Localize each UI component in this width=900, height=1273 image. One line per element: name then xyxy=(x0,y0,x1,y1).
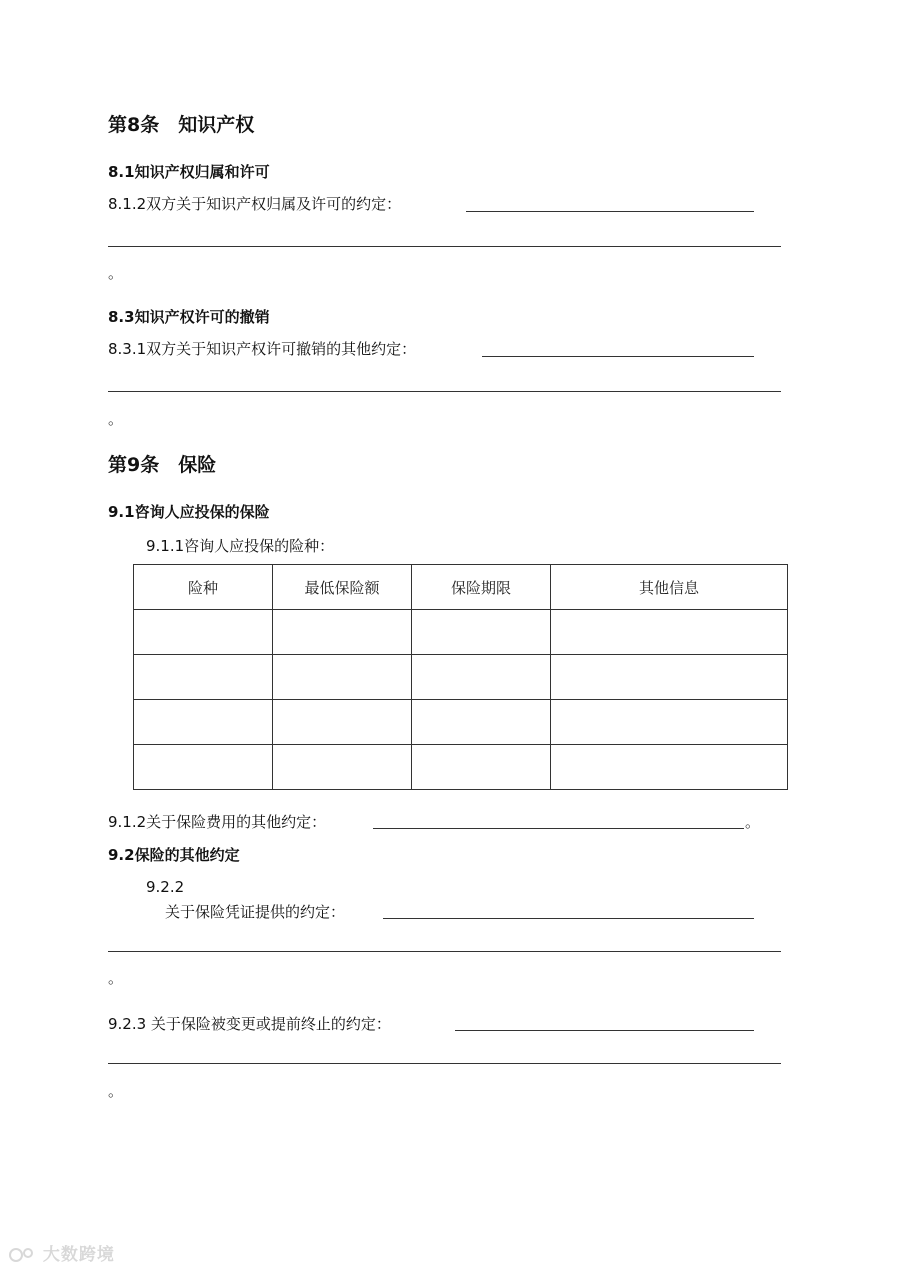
column-header-min-amount: 最低保险额 xyxy=(273,565,412,610)
clause-8-3-1-period: 。 xyxy=(108,410,124,428)
watermark-logo-icon xyxy=(8,1246,36,1264)
clause-9-2-2-period: 。 xyxy=(108,969,124,987)
table-row xyxy=(134,610,788,655)
clause-9-1-2-label: 9.1.2关于保险费用的其他约定： xyxy=(108,813,327,831)
table-cell[interactable] xyxy=(412,700,551,745)
column-header-insurance-type: 险种 xyxy=(134,565,273,610)
clause-9-1-2-blank-line[interactable] xyxy=(373,828,744,829)
clause-9-2-2-blank-line[interactable] xyxy=(383,918,754,919)
watermark xyxy=(8,1240,115,1265)
table-cell[interactable] xyxy=(412,745,551,790)
clause-8-1-2-blank-line[interactable] xyxy=(466,211,754,212)
table-row xyxy=(134,700,788,745)
table-cell[interactable] xyxy=(134,655,273,700)
clause-8-1-2-label: 8.1.2双方关于知识产权归属及许可的约定： xyxy=(108,195,402,213)
table-cell[interactable] xyxy=(551,700,788,745)
table-cell[interactable] xyxy=(551,655,788,700)
table-cell[interactable] xyxy=(273,610,412,655)
section-8-1-heading: 8.1知识产权归属和许可 xyxy=(108,163,270,181)
clause-9-2-2-number: 9.2.2 xyxy=(146,878,185,896)
table-cell[interactable] xyxy=(273,655,412,700)
clause-9-2-3-blank-line-2[interactable] xyxy=(108,1063,781,1064)
table-cell[interactable] xyxy=(551,745,788,790)
table-cell[interactable] xyxy=(551,610,788,655)
section-8-3-heading: 8.3知识产权许可的撤销 xyxy=(108,308,270,326)
table-cell[interactable] xyxy=(412,655,551,700)
clause-8-3-1-blank-line-2[interactable] xyxy=(108,391,781,392)
table-cell[interactable] xyxy=(273,745,412,790)
table-cell[interactable] xyxy=(412,610,551,655)
table-row xyxy=(134,655,788,700)
clause-8-1-2-period: 。 xyxy=(108,264,124,282)
column-header-term: 保险期限 xyxy=(412,565,551,610)
clause-9-1-2-period: 。 xyxy=(745,813,761,831)
table-row xyxy=(134,745,788,790)
clause-9-2-3-period: 。 xyxy=(108,1082,124,1100)
insurance-table-header-row xyxy=(134,565,788,610)
article-8-title: 第8条 知识产权 xyxy=(108,114,255,136)
clause-9-2-2-blank-line-2[interactable] xyxy=(108,951,781,952)
section-9-2-heading: 9.2保险的其他约定 xyxy=(108,846,240,864)
insurance-table xyxy=(133,564,788,790)
clause-9-2-3-blank-line[interactable] xyxy=(455,1030,754,1031)
table-cell[interactable] xyxy=(134,700,273,745)
table-cell[interactable] xyxy=(134,745,273,790)
clause-9-2-3-label: 9.2.3 关于保险被变更或提前终止的约定： xyxy=(108,1015,391,1033)
table-cell[interactable] xyxy=(273,700,412,745)
clause-8-3-1-blank-line[interactable] xyxy=(482,356,754,357)
column-header-other-info: 其他信息 xyxy=(551,565,788,610)
clause-8-3-1-label: 8.3.1双方关于知识产权许可撤销的其他约定： xyxy=(108,340,417,358)
article-9-title: 第9条 保险 xyxy=(108,454,217,476)
clause-9-1-1-label: 9.1.1咨询人应投保的险种： xyxy=(146,537,335,555)
clause-9-2-2-label: 关于保险凭证提供的约定： xyxy=(165,903,346,921)
table-cell[interactable] xyxy=(134,610,273,655)
watermark-text: 大数跨境 xyxy=(42,1245,115,1265)
clause-8-1-2-blank-line-2[interactable] xyxy=(108,246,781,247)
section-9-1-heading: 9.1咨询人应投保的保险 xyxy=(108,503,270,521)
